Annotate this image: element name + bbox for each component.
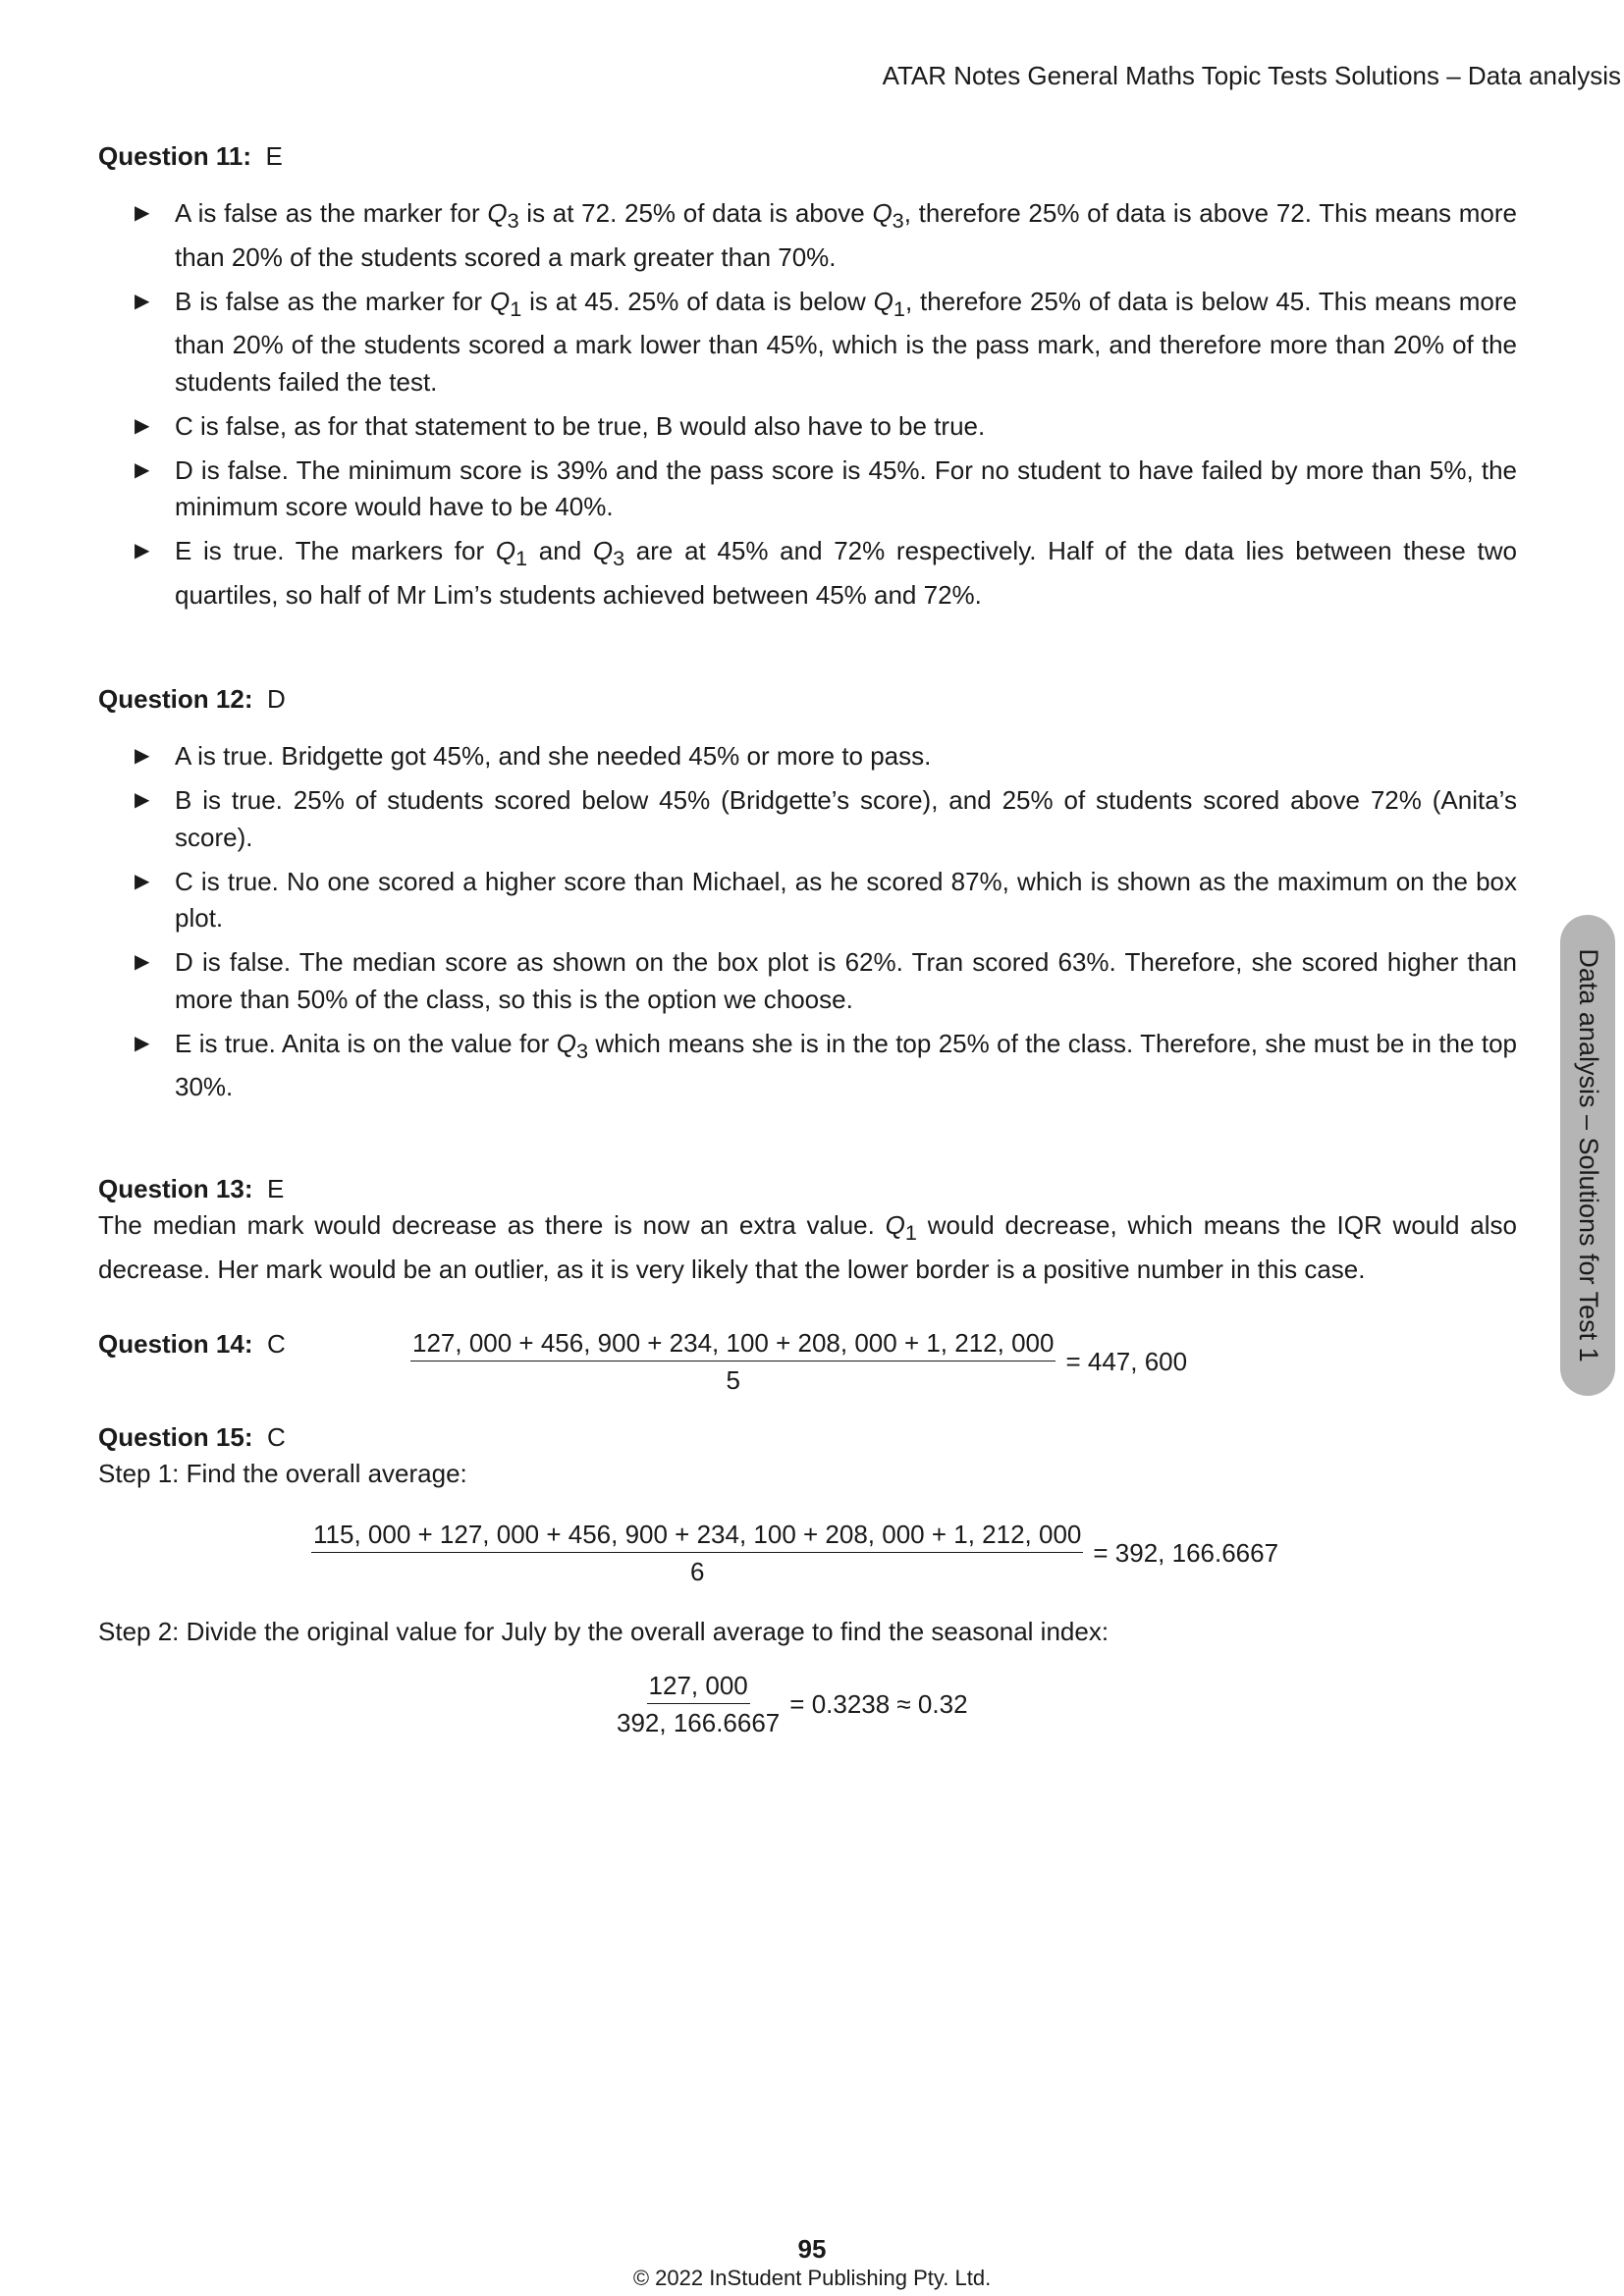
bullet-arrow-icon: ▶ bbox=[135, 1032, 150, 1054]
fraction bbox=[617, 1668, 780, 1741]
copyright-notice: © 2022 InStudent Publishing Pty. Ltd. bbox=[632, 2266, 992, 2290]
question-15-label: Question 15: bbox=[98, 1422, 253, 1453]
question-11-answer: E bbox=[265, 141, 283, 171]
bullet-arrow-icon: ▶ bbox=[135, 745, 150, 768]
list-item: ▶ B is false as the marker for $Q_1$ is at 45. 25% of data is below $Q_1$, therefore 25% of data is below 45. This means more than 20% of the students scored a mark lower than 45%, which is the pass mark, and therefore more than 20% of the students failed the test. bbox=[98, 284, 1517, 401]
bullet-arrow-icon: ▶ bbox=[135, 789, 150, 812]
fraction bbox=[410, 1325, 1056, 1399]
question-15-step-1: Step 1: Find the overall average: bbox=[98, 1459, 467, 1489]
bullet-arrow-icon: ▶ bbox=[135, 202, 150, 224]
list-item: ▶ C is true. No one scored a higher score than Michael, as he scored 87%, which is shown as the maximum on the box plot. bbox=[98, 864, 1517, 937]
question-15-answer: C bbox=[266, 1422, 286, 1453]
bullet-arrow-icon: ▶ bbox=[135, 951, 150, 974]
list-item: ▶ E is true. The markers for $Q_1$ and $Q_3$ are at 45% and 72% respectively. Half of the data lies between these two quartiles, so half of Mr Lim’s students achieved between 45% and 72%. bbox=[98, 533, 1517, 614]
fraction-denominator: 392, 166.6667 bbox=[617, 1708, 781, 1738]
question-12-label: Question 12: bbox=[98, 684, 253, 715]
bullet-arrow-icon: ▶ bbox=[135, 458, 150, 481]
question-14-label: Question 14: bbox=[98, 1329, 253, 1360]
bullet-arrow-icon: ▶ bbox=[135, 290, 150, 312]
bullet-arrow-icon: ▶ bbox=[135, 540, 150, 562]
question-13-answer: E bbox=[266, 1174, 285, 1204]
page-content bbox=[98, 137, 1517, 1741]
question-13-explanation: The median mark would decrease as there is now an extra value. $Q_1$ would decrease, which means the IQR would also decrease. Her mark would be an outlier, as it is very likely that the lower border is a positive number in this case. bbox=[98, 1210, 1517, 1284]
question-14-equation bbox=[410, 1325, 1187, 1399]
question-14-block bbox=[98, 1325, 1517, 1399]
question-15-equation-1 bbox=[311, 1517, 1517, 1590]
list-item: ▶ D is false. The minimum score is 39% and the pass score is 45%. For no student to have failed by more than 5%, the minimum score would have to be 40%. bbox=[98, 453, 1517, 526]
question-14-answer: C bbox=[266, 1329, 286, 1360]
header-title: ATAR Notes General Maths Topic Tests Solutions – Data analysis bbox=[882, 61, 1621, 90]
question-12-heading bbox=[98, 680, 1517, 718]
fraction-numerator: 127, 000 bbox=[647, 1668, 750, 1704]
question-15-heading bbox=[98, 1418, 1517, 1456]
equation-result: = 0.3238 ≈ 0.32 bbox=[789, 1689, 968, 1720]
equation-result: = 447, 600 bbox=[1065, 1347, 1188, 1377]
question-12-answer: D bbox=[266, 684, 286, 715]
list-item: ▶ C is false, as for that statement to be true, B would also have to be true. bbox=[98, 408, 1517, 446]
fraction-numerator: 115, 000 + 127, 000 + 456, 900 + 234, 100 + 208, 000 + 1, 212, 000 bbox=[311, 1517, 1083, 1553]
question-11-bullets bbox=[98, 195, 1517, 614]
bullet-arrow-icon: ▶ bbox=[135, 870, 150, 892]
fraction-denominator: 6 bbox=[689, 1556, 705, 1586]
question-13-label: Question 13: bbox=[98, 1174, 253, 1204]
list-item: ▶ D is false. The median score as shown on the box plot is 62%. Tran scored 63%. Therefore, she scored higher than more than 50% of the class, so this is the option we choose. bbox=[98, 944, 1517, 1018]
fraction-denominator: 5 bbox=[726, 1365, 740, 1396]
question-15-step-2: Step 2: Divide the original value for July by the overall average to find the seasonal index: bbox=[98, 1616, 1110, 1646]
fraction-numerator: 127, 000 + 456, 900 + 234, 100 + 208, 000 + 1, 212, 000 bbox=[410, 1325, 1056, 1362]
fraction bbox=[311, 1517, 1083, 1590]
side-tab-label: Data analysis – Solutions for Test 1 bbox=[1573, 948, 1603, 1362]
bullet-arrow-icon: ▶ bbox=[135, 414, 150, 437]
question-14-heading bbox=[98, 1325, 286, 1362]
running-header bbox=[883, 56, 1621, 95]
list-item: ▶ A is true. Bridgette got 45%, and she needed 45% or more to pass. bbox=[98, 738, 1517, 775]
section-side-tab bbox=[1560, 915, 1615, 1396]
list-item: ▶ E is true. Anita is on the value for $Q_3$ which means she is in the top 25% of the class. Therefore, she must be in the top 30%. bbox=[98, 1026, 1517, 1106]
list-item: ▶ B is true. 25% of students scored below 45% (Bridgette’s score), and 25% of students scored above 72% (Anita’s score). bbox=[98, 782, 1517, 856]
equation-result: = 392, 166.6667 bbox=[1093, 1537, 1279, 1568]
question-12-bullets bbox=[98, 738, 1517, 1106]
question-15-equation-2 bbox=[617, 1668, 1517, 1741]
question-13-heading bbox=[98, 1170, 1517, 1207]
list-item: ▶ A is false as the marker for $Q_3$ is at 72. 25% of data is above $Q_3$, therefore 25% of data is above 72. This means more than 20% of the students scored a mark greater than 70%. bbox=[98, 195, 1517, 276]
question-11-heading bbox=[98, 137, 1517, 175]
question-11-label: Question 11: bbox=[98, 141, 252, 171]
page-number: 95 bbox=[797, 2234, 827, 2264]
